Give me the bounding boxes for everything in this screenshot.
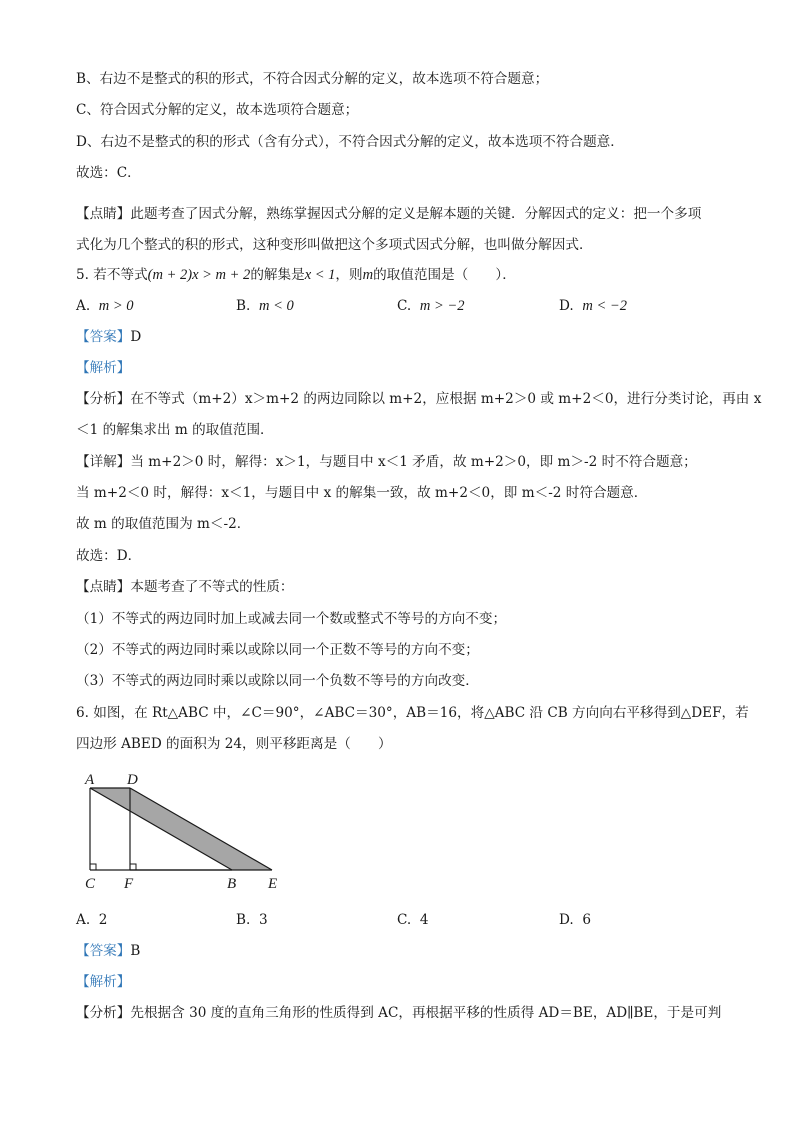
q5-comment-item-3: （3）不等式的两边同时乘以或除以同一个负数不等号的方向改变． — [76, 673, 479, 689]
option-letter: A. — [76, 912, 91, 928]
q5-inequality: (m + 2)x > m + 2 — [147, 267, 251, 283]
q5-detail-line-1: 【详解】当 m+2＞0 时，解得：x＞1，与题目中 x＜1 矛盾，故 m+2＞0，即 m＞-2 时不符合题意； — [76, 454, 697, 470]
option-letter: B. — [236, 912, 251, 928]
option-letter: C. — [397, 912, 412, 928]
q6-fenxi-line-1: 【分析】先根据含 30 度的直角三角形的性质得到 AC，再根据平移的性质得 AD＝BE，AD∥BE，于是可判 — [76, 1005, 722, 1021]
q5-comment-item-2: （2）不等式的两边同时乘以或除以同一个正数不等号的方向不变； — [76, 642, 479, 658]
q5-stem-prefix: 5. 若不等式 — [76, 267, 148, 283]
label-a: A — [85, 772, 95, 788]
q5-analysis-tag: 【解析】 — [76, 360, 131, 376]
q6-option-c — [397, 911, 429, 929]
option-letter: B. — [236, 298, 251, 314]
q5-option-c — [397, 297, 464, 315]
option-value: 3 — [258, 912, 268, 928]
q6-option-b — [236, 911, 268, 929]
shaded-parallelogram — [90, 788, 272, 870]
answer-tag: 【答案】 — [76, 943, 131, 959]
label-e: E — [268, 876, 278, 892]
q5-detail-line-3: 故 m 的取值范围为 m＜-2． — [76, 516, 251, 532]
option-expr: m < −2 — [582, 298, 627, 314]
q5-option-b — [236, 297, 294, 315]
label-f: F — [124, 876, 134, 892]
q6-option-d — [559, 911, 591, 929]
option-value: 4 — [419, 912, 429, 928]
q5-comment-title: 【点睛】本题考查了不等式的性质： — [76, 579, 294, 595]
q6-stem-line-2: 四边形 ABED 的面积为 24，则平移距离是（ ） — [76, 736, 392, 752]
q5-stem-mid: 的解集是 — [250, 267, 305, 283]
option-expr: m < 0 — [258, 298, 294, 314]
option-expr: m > 0 — [98, 298, 134, 314]
solution-line-c: C、符合因式分解的定义，故本选项符合题意； — [76, 102, 359, 118]
solution-choice: 故选：C． — [76, 165, 141, 181]
option-letter: C. — [397, 298, 412, 314]
comment-line-1: 【点睛】此题考查了因式分解，熟练掌握因式分解的定义是解本题的关键．分解因式的定义：把一个多项 — [76, 206, 702, 222]
q5-fenxi-line-1: 【分析】在不等式（m+2）x＞m+2 的两边同除以 m+2，应根据 m+2＞0 或 m+2＜0，进行分类讨论，再由 x — [76, 391, 762, 407]
q5-fenxi-line-2: ＜1 的解集求出 m 的取值范围． — [76, 422, 274, 438]
q6-stem-line-1: 6. 如图，在 Rt△ABC 中，∠C＝90°，∠ABC＝30°，AB＝16，将△ABC 沿 CB 方向向右平移得到△DEF，若 — [76, 705, 749, 721]
q6-option-a — [76, 911, 107, 929]
q6-analysis-tag: 【解析】 — [76, 974, 131, 990]
segment-ab — [90, 788, 232, 870]
q5-stem-mid2: ，则 — [335, 267, 363, 283]
answer-value: D — [130, 329, 142, 345]
solution-line-d: D、右边不是整式的积的形式（含有分式），不符合因式分解的定义，故本选项不符合题意． — [76, 134, 624, 150]
q5-detail-line-2: 当 m+2＜0 时，解得：x＜1，与题目中 x 的解集一致，故 m+2＜0，即 m＜-2 时符合题意． — [76, 485, 648, 501]
answer-tag: 【答案】 — [76, 329, 131, 345]
answer-value: B — [130, 943, 141, 959]
option-expr: m > −2 — [419, 298, 465, 314]
q6-answer — [76, 942, 140, 960]
q5-choice: 故选：D． — [76, 548, 142, 564]
q5-variable: m — [362, 267, 374, 283]
segment-de — [130, 788, 272, 870]
option-letter: A. — [76, 298, 91, 314]
right-angle-mark-c — [90, 864, 96, 870]
q5-stem-suffix: 的取值范围是（ ）． — [373, 267, 516, 283]
q5-solution-set: x < 1 — [304, 267, 336, 283]
label-d: D — [127, 772, 138, 788]
q6-figure — [76, 766, 306, 896]
solution-line-b: B、右边不是整式的积的形式，不符合因式分解的定义，故本选项不符合题意； — [76, 71, 549, 87]
q5-option-a — [76, 297, 134, 315]
q5-comment-item-1: （1）不等式的两边同时加上或减去同一个数或整式不等号的方向不变； — [76, 611, 507, 627]
option-value: 2 — [98, 912, 108, 928]
option-value: 6 — [582, 912, 592, 928]
q5-answer — [76, 328, 141, 346]
label-c: C — [85, 876, 96, 892]
right-angle-mark-f — [130, 864, 136, 870]
q5-stem — [76, 266, 516, 284]
label-b: B — [227, 876, 237, 892]
option-letter: D. — [559, 912, 574, 928]
comment-line-2: 式化为几个整式的积的形式，这种变形叫做把这个多项式因式分解，也叫做分解因式． — [76, 237, 593, 253]
q5-option-d — [559, 297, 627, 315]
option-letter: D. — [559, 298, 574, 314]
